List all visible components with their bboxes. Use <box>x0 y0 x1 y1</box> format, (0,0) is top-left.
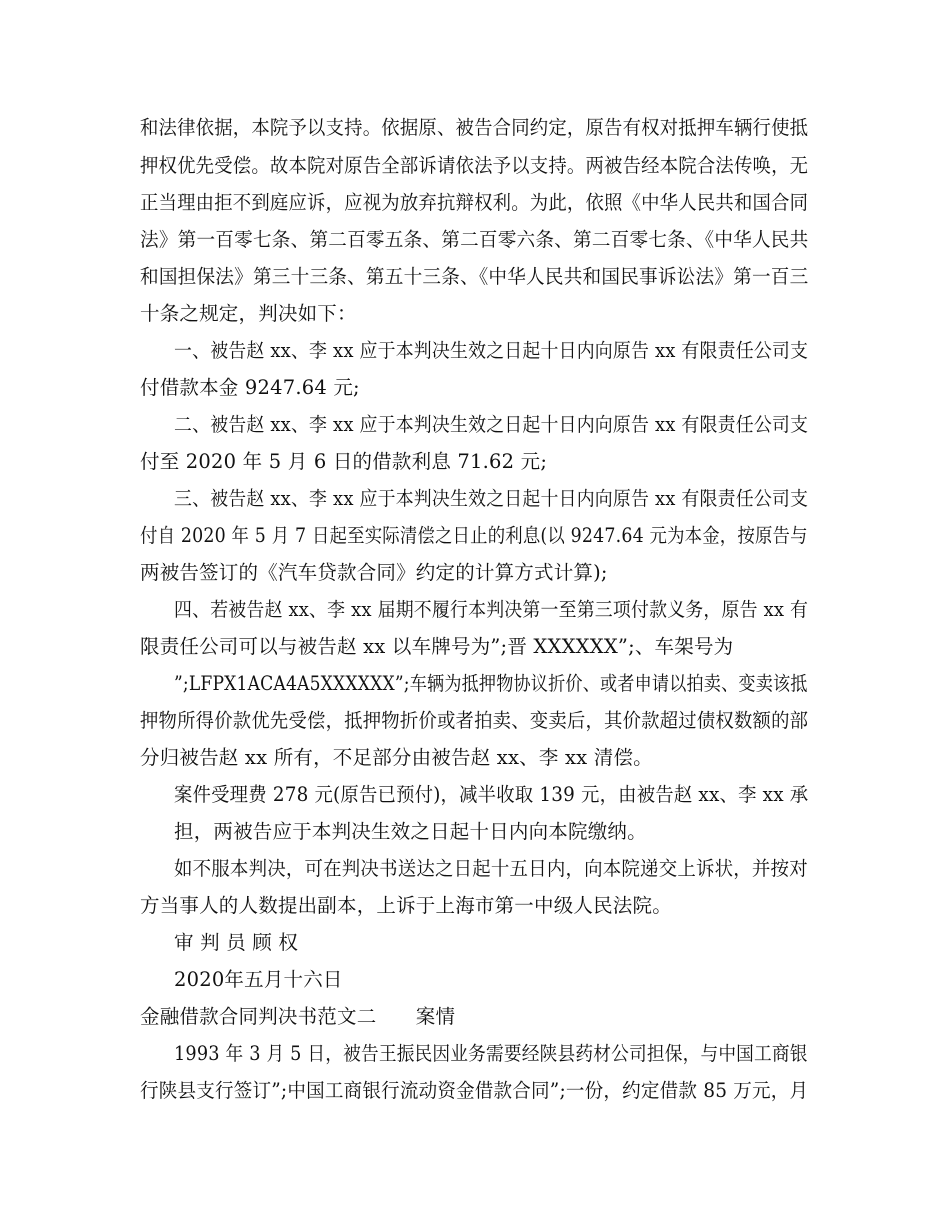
text-line: ”;LFPX1ACA4A5XXXXXX”;车辆为抵押物协议折价、或者申请以拍卖、变卖该抵 <box>174 672 808 695</box>
text-line: 和国担保法》第三十三条、第五十三条、《中华人民共和国民事诉讼法》第一百三 <box>140 265 809 288</box>
text-line: 两被告签订的《汽车贷款合同》约定的计算方式计算); <box>140 561 608 584</box>
section-heading: 金融借款合同判决书范文二 案情 <box>140 1005 456 1028</box>
text-line: 正当理由拒不到庭应诉，应视为放弃抗辩权利。为此，依照《中华人民共和国合同 <box>140 191 809 214</box>
judgment-date: 2020年五月十六日 <box>174 968 343 991</box>
text-line: 法》第一百零七条、第二百零五条、第二百零六条、第二百零七条、《中华人民共 <box>140 228 809 251</box>
text-line: 三、被告赵 xx、李 xx 应于本判决生效之日起十日内向原告 xx 有限责任公司支 <box>174 487 809 510</box>
text-line: 如不服本判决，可在判决书送达之日起十五日内，向本院递交上诉状，并按对 <box>174 857 808 880</box>
text-line: 方当事人的人数提出副本，上诉于上海市第一中级人民法院。 <box>140 894 672 917</box>
text-line: 分归被告赵 xx 所有，不足部分由被告赵 xx、李 xx 清偿。 <box>140 746 653 769</box>
text-line: 担，两被告应于本判决生效之日起十日内向本院缴纳。 <box>174 820 647 843</box>
text-line: 付自 2020 年 5 月 7 日起至实际清偿之日止的利息(以 9247.64 元为本金，按原告与 <box>140 524 808 547</box>
text-line: 付至 2020 年 5 月 6 日的借款利息 71.62 元; <box>140 450 548 473</box>
text-line: 案件受理费 278 元(原告已预付)，减半收取 139 元，由被告赵 xx、李 xx 承 <box>174 783 809 806</box>
text-line: 二、被告赵 xx、李 xx 应于本判决生效之日起十日内向原告 xx 有限责任公司支 <box>174 413 809 436</box>
text-line: 十条之规定，判决如下： <box>140 302 357 325</box>
text-line: 付借款本金 9247.64 元; <box>140 376 360 399</box>
text-line: 押权优先受偿。故本院对原告全部诉请依法予以支持。两被告经本院合法传唤，无 <box>140 154 809 177</box>
text-line: 行陕县支行签订”;中国工商银行流动资金借款合同”;一份，约定借款 85 万元，月 <box>140 1079 809 1102</box>
text-line: 押物所得价款优先受偿，抵押物折价或者拍卖、变卖后，其价款超过债权数额的部 <box>140 709 809 732</box>
text-line: 一、被告赵 xx、李 xx 应于本判决生效之日起十日内向原告 xx 有限责任公司支 <box>174 339 809 362</box>
text-line: 四、若被告赵 xx、李 xx 届期不履行本判决第一至第三项付款义务，原告 xx 有 <box>174 598 809 621</box>
text-line: 限责任公司可以与被告赵 xx 以车牌号为”;晋 XXXXXX”;、车架号为 <box>140 635 734 658</box>
signature-judge: 审 判 员 顾 权 <box>174 931 299 954</box>
text-line: 和法律依据，本院予以支持。依据原、被告合同约定，原告有权对抵押车辆行使抵 <box>140 116 809 139</box>
text-line: 1993 年 3 月 5 日，被告王振民因业务需要经陕县药材公司担保，与中国工商银 <box>174 1042 808 1065</box>
